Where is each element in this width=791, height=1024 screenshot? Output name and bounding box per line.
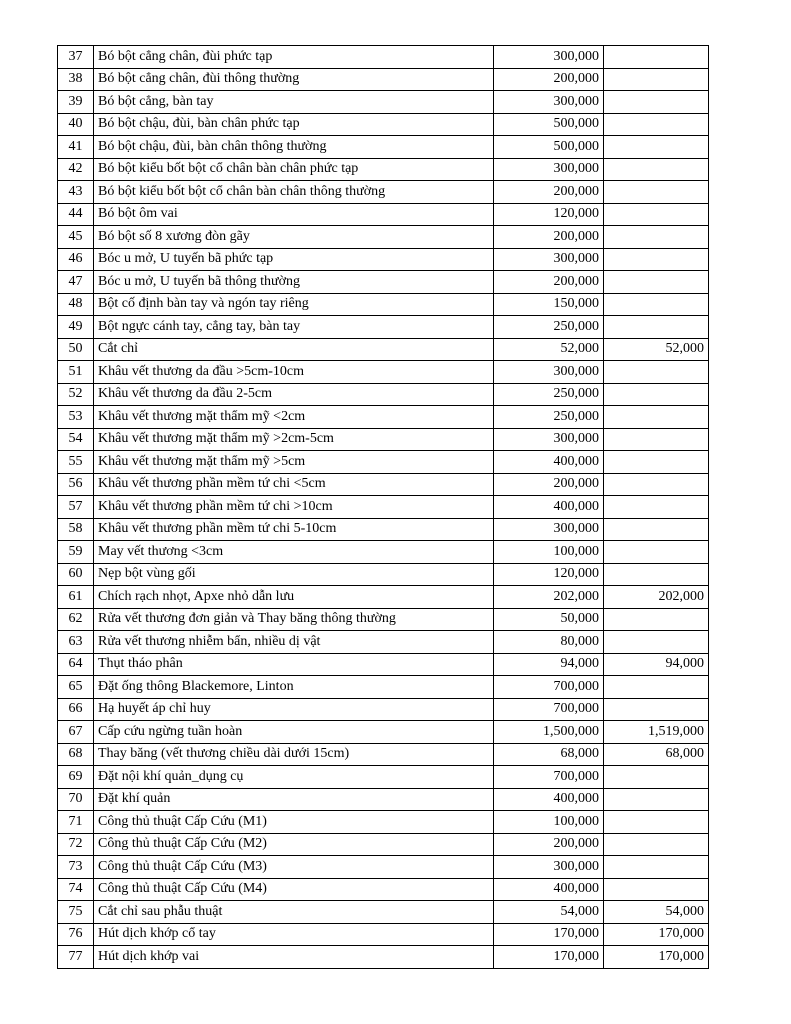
table-row (58, 473, 709, 496)
paid-amount (604, 451, 709, 474)
paid-amount: 54,000 (604, 901, 709, 924)
service-price: 94,000 (494, 653, 604, 676)
service-price: 250,000 (494, 316, 604, 339)
paid-amount (604, 248, 709, 271)
service-name: Nẹp bột vùng gối (94, 563, 494, 586)
paid-amount (604, 811, 709, 834)
paid-amount (604, 316, 709, 339)
table-row (58, 698, 709, 721)
table-row (58, 271, 709, 294)
service-price: 250,000 (494, 383, 604, 406)
service-price: 300,000 (494, 248, 604, 271)
row-number: 48 (58, 293, 94, 316)
price-table (57, 45, 709, 969)
paid-amount: 1,519,000 (604, 721, 709, 744)
row-number: 51 (58, 361, 94, 384)
paid-amount (604, 181, 709, 204)
service-name: Khâu vết thương phần mềm tứ chi 5-10cm (94, 518, 494, 541)
table-row (58, 586, 709, 609)
paid-amount (604, 676, 709, 699)
service-price: 202,000 (494, 586, 604, 609)
row-number: 45 (58, 226, 94, 249)
table-row (58, 901, 709, 924)
row-number: 56 (58, 473, 94, 496)
service-name: Khâu vết thương mặt thẩm mỹ >2cm-5cm (94, 428, 494, 451)
service-name: Bó bột ôm vai (94, 203, 494, 226)
table-row (58, 608, 709, 631)
table-row (58, 428, 709, 451)
service-name: Hút dịch khớp cổ tay (94, 923, 494, 946)
table-row (58, 653, 709, 676)
service-name: Bóc u mở, U tuyến bã thông thường (94, 271, 494, 294)
paid-amount (604, 541, 709, 564)
table-row (58, 158, 709, 181)
service-name: Bó bột kiểu bốt bột cổ chân bàn chân phức tạp (94, 158, 494, 181)
service-name: Công thủ thuật Cấp Cứu (M3) (94, 856, 494, 879)
table-row (58, 248, 709, 271)
service-price: 300,000 (494, 91, 604, 114)
row-number: 75 (58, 901, 94, 924)
table-row (58, 451, 709, 474)
row-number: 67 (58, 721, 94, 744)
service-name: Bó bột chậu, đùi, bàn chân phức tạp (94, 113, 494, 136)
service-price: 150,000 (494, 293, 604, 316)
row-number: 54 (58, 428, 94, 451)
paid-amount (604, 698, 709, 721)
service-price: 54,000 (494, 901, 604, 924)
row-number: 52 (58, 383, 94, 406)
service-name: Rửa vết thương đơn giản và Thay băng thông thường (94, 608, 494, 631)
paid-amount: 94,000 (604, 653, 709, 676)
service-name: Khâu vết thương mặt thẩm mỹ <2cm (94, 406, 494, 429)
service-name: Bột cố định bàn tay và ngón tay riêng (94, 293, 494, 316)
paid-amount (604, 271, 709, 294)
paid-amount (604, 631, 709, 654)
service-name: Đặt khí quản (94, 788, 494, 811)
service-price: 500,000 (494, 136, 604, 159)
table-row (58, 136, 709, 159)
row-number: 53 (58, 406, 94, 429)
service-name: Bó bột cẳng, bàn tay (94, 91, 494, 114)
service-price: 300,000 (494, 518, 604, 541)
row-number: 64 (58, 653, 94, 676)
service-price: 300,000 (494, 158, 604, 181)
service-name: Đặt ống thông Blackemore, Linton (94, 676, 494, 699)
row-number: 66 (58, 698, 94, 721)
service-name: Cấp cứu ngừng tuần hoàn (94, 721, 494, 744)
row-number: 41 (58, 136, 94, 159)
paid-amount (604, 226, 709, 249)
table-row (58, 383, 709, 406)
table-row (58, 68, 709, 91)
paid-amount (604, 788, 709, 811)
paid-amount (604, 878, 709, 901)
service-name: Công thủ thuật Cấp Cứu (M1) (94, 811, 494, 834)
paid-amount (604, 113, 709, 136)
service-price: 1,500,000 (494, 721, 604, 744)
service-price: 400,000 (494, 451, 604, 474)
paid-amount (604, 518, 709, 541)
service-name: Thụt tháo phân (94, 653, 494, 676)
table-row (58, 788, 709, 811)
service-price: 700,000 (494, 766, 604, 789)
table-row (58, 361, 709, 384)
service-name: Chích rạch nhọt, Apxe nhỏ dẫn lưu (94, 586, 494, 609)
table-row (58, 113, 709, 136)
table-row (58, 46, 709, 69)
table-row (58, 293, 709, 316)
row-number: 39 (58, 91, 94, 114)
table-row (58, 631, 709, 654)
paid-amount (604, 203, 709, 226)
service-name: Công thủ thuật Cấp Cứu (M4) (94, 878, 494, 901)
service-price: 250,000 (494, 406, 604, 429)
service-price: 200,000 (494, 226, 604, 249)
paid-amount (604, 293, 709, 316)
service-name: May vết thương <3cm (94, 541, 494, 564)
row-number: 60 (58, 563, 94, 586)
service-name: Khâu vết thương da đầu >5cm-10cm (94, 361, 494, 384)
table-row (58, 946, 709, 969)
service-price: 400,000 (494, 496, 604, 519)
row-number: 58 (58, 518, 94, 541)
service-name: Hút dịch khớp vai (94, 946, 494, 969)
service-name: Bó bột cẳng chân, đùi thông thường (94, 68, 494, 91)
paid-amount (604, 383, 709, 406)
service-name: Bó bột kiểu bốt bột cổ chân bàn chân thông thường (94, 181, 494, 204)
paid-amount: 68,000 (604, 743, 709, 766)
service-price: 300,000 (494, 46, 604, 69)
paid-amount: 170,000 (604, 946, 709, 969)
service-name: Hạ huyết áp chỉ huy (94, 698, 494, 721)
service-price: 200,000 (494, 271, 604, 294)
table-row (58, 496, 709, 519)
service-price: 170,000 (494, 923, 604, 946)
row-number: 37 (58, 46, 94, 69)
service-price: 120,000 (494, 203, 604, 226)
row-number: 57 (58, 496, 94, 519)
service-name: Bó bột chậu, đùi, bàn chân thông thường (94, 136, 494, 159)
row-number: 65 (58, 676, 94, 699)
paid-amount (604, 473, 709, 496)
service-name: Khâu vết thương phần mềm tứ chi <5cm (94, 473, 494, 496)
table-row (58, 541, 709, 564)
paid-amount (604, 766, 709, 789)
table-row (58, 721, 709, 744)
service-name: Khâu vết thương phần mềm tứ chi >10cm (94, 496, 494, 519)
service-name: Bó bột cẳng chân, đùi phức tạp (94, 46, 494, 69)
row-number: 74 (58, 878, 94, 901)
service-name: Đặt nội khí quản_dụng cụ (94, 766, 494, 789)
service-price: 50,000 (494, 608, 604, 631)
row-number: 73 (58, 856, 94, 879)
row-number: 40 (58, 113, 94, 136)
paid-amount: 170,000 (604, 923, 709, 946)
service-name: Bó bột số 8 xương đòn gãy (94, 226, 494, 249)
table-row (58, 316, 709, 339)
service-price: 80,000 (494, 631, 604, 654)
row-number: 44 (58, 203, 94, 226)
row-number: 62 (58, 608, 94, 631)
service-price: 300,000 (494, 428, 604, 451)
service-price: 200,000 (494, 68, 604, 91)
row-number: 43 (58, 181, 94, 204)
row-number: 70 (58, 788, 94, 811)
table-row (58, 676, 709, 699)
service-price: 700,000 (494, 698, 604, 721)
service-price: 300,000 (494, 361, 604, 384)
row-number: 55 (58, 451, 94, 474)
service-price: 100,000 (494, 541, 604, 564)
paid-amount (604, 136, 709, 159)
paid-amount (604, 361, 709, 384)
paid-amount (604, 428, 709, 451)
service-name: Khâu vết thương da đầu 2-5cm (94, 383, 494, 406)
table-row (58, 878, 709, 901)
row-number: 61 (58, 586, 94, 609)
table-row (58, 923, 709, 946)
paid-amount (604, 68, 709, 91)
row-number: 50 (58, 338, 94, 361)
row-number: 42 (58, 158, 94, 181)
paid-amount (604, 496, 709, 519)
service-price: 68,000 (494, 743, 604, 766)
row-number: 77 (58, 946, 94, 969)
service-price: 700,000 (494, 676, 604, 699)
service-price: 200,000 (494, 473, 604, 496)
service-name: Khâu vết thương mặt thẩm mỹ >5cm (94, 451, 494, 474)
service-price: 170,000 (494, 946, 604, 969)
service-name: Công thủ thuật Cấp Cứu (M2) (94, 833, 494, 856)
table-row (58, 743, 709, 766)
row-number: 49 (58, 316, 94, 339)
service-price: 300,000 (494, 856, 604, 879)
row-number: 47 (58, 271, 94, 294)
row-number: 72 (58, 833, 94, 856)
service-price: 500,000 (494, 113, 604, 136)
paid-amount (604, 91, 709, 114)
service-name: Cắt chỉ (94, 338, 494, 361)
table-row (58, 226, 709, 249)
row-number: 63 (58, 631, 94, 654)
row-number: 46 (58, 248, 94, 271)
table-row (58, 181, 709, 204)
table-row (58, 563, 709, 586)
service-price: 200,000 (494, 833, 604, 856)
document-page (57, 45, 709, 969)
row-number: 38 (58, 68, 94, 91)
paid-amount: 202,000 (604, 586, 709, 609)
service-name: Cắt chỉ sau phẫu thuật (94, 901, 494, 924)
service-price: 100,000 (494, 811, 604, 834)
row-number: 71 (58, 811, 94, 834)
row-number: 76 (58, 923, 94, 946)
paid-amount (604, 406, 709, 429)
table-body (58, 46, 709, 969)
table-row (58, 338, 709, 361)
table-row (58, 518, 709, 541)
paid-amount (604, 46, 709, 69)
paid-amount (604, 833, 709, 856)
service-name: Thay băng (vết thương chiều dài dưới 15cm) (94, 743, 494, 766)
service-price: 200,000 (494, 181, 604, 204)
table-row (58, 406, 709, 429)
service-price: 52,000 (494, 338, 604, 361)
row-number: 59 (58, 541, 94, 564)
row-number: 69 (58, 766, 94, 789)
paid-amount (604, 563, 709, 586)
paid-amount: 52,000 (604, 338, 709, 361)
paid-amount (604, 158, 709, 181)
service-price: 120,000 (494, 563, 604, 586)
table-row (58, 856, 709, 879)
table-row (58, 811, 709, 834)
table-row (58, 91, 709, 114)
paid-amount (604, 856, 709, 879)
service-name: Rửa vết thương nhiễm bẩn, nhiều dị vật (94, 631, 494, 654)
table-row (58, 766, 709, 789)
row-number: 68 (58, 743, 94, 766)
service-price: 400,000 (494, 878, 604, 901)
service-price: 400,000 (494, 788, 604, 811)
table-row (58, 203, 709, 226)
service-name: Bóc u mở, U tuyến bã phức tạp (94, 248, 494, 271)
service-name: Bột ngực cánh tay, cẳng tay, bàn tay (94, 316, 494, 339)
paid-amount (604, 608, 709, 631)
table-row (58, 833, 709, 856)
